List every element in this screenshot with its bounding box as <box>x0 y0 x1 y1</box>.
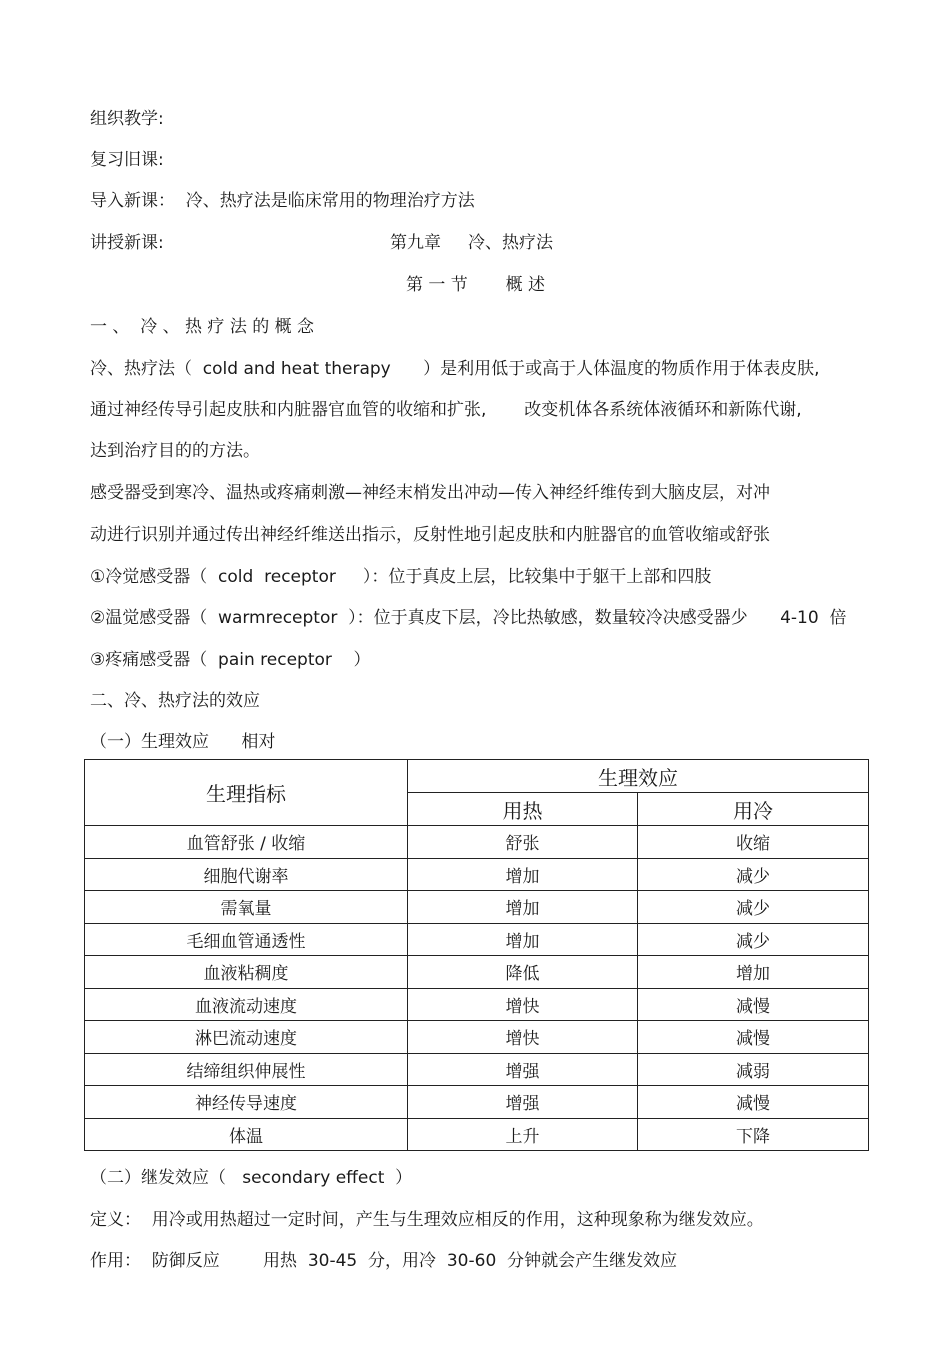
section-title: 第 一 节 概 述 <box>406 275 546 295</box>
indicator-cell: 体温 <box>85 1118 408 1151</box>
table-row <box>85 891 869 924</box>
cold-cell: 减慢 <box>638 1021 869 1054</box>
heading-effects: 二、冷、热疗法的效应 <box>90 691 260 711</box>
indicator-cell: 结缔组织伸展性 <box>85 1053 408 1086</box>
subheading-secondary: （二）继发效应（ secondary effect ） <box>90 1168 413 1188</box>
table-row <box>85 923 869 956</box>
receptor-item: ①冷觉感受器（ cold receptor ）：位于真皮上层，比较集中于躯干上部和四肢 <box>90 567 712 587</box>
table-row <box>85 1118 869 1151</box>
function-line: 作用： 防御反应 用热 30-45 分，用冷 30-60 分钟就会产生继发效应 <box>90 1251 678 1271</box>
receptor-item: ③疼痛感受器（ pain receptor ） <box>90 650 371 670</box>
heat-cell: 增加 <box>408 923 638 956</box>
indicator-cell: 细胞代谢率 <box>85 858 408 891</box>
table-row <box>85 1021 869 1054</box>
heat-cell: 上升 <box>408 1118 638 1151</box>
cold-cell: 收缩 <box>638 826 869 859</box>
paragraph-line: 达到治疗目的的方法。 <box>90 441 260 461</box>
header-heat: 用热 <box>408 793 638 826</box>
heading-concept: 一 、 冷 、 热 疗 法 的 概 念 <box>90 317 315 337</box>
table-row <box>85 1053 869 1086</box>
lecture-label: 讲授新课: <box>90 233 164 253</box>
indicator-cell: 毛细血管通透性 <box>85 923 408 956</box>
table-row <box>85 988 869 1021</box>
paragraph-line: 感受器受到寒冷、温热或疼痛刺激—神经末梢发出冲动—传入神经纤维传到大脑皮层，对冲 <box>90 483 770 503</box>
header-cold: 用冷 <box>638 793 869 826</box>
table-row <box>85 1086 869 1119</box>
subheading-physiological: （一）生理效应 相对 <box>90 732 276 752</box>
indicator-cell: 神经传导速度 <box>85 1086 408 1119</box>
teaching-organization-label: 组织教学: <box>90 109 164 129</box>
review-label: 复习旧课: <box>90 150 164 170</box>
paragraph-line: 通过神经传导引起皮肤和内脏器官血管的收缩和扩张, 改变机体各系统体液循环和新陈代谢, <box>90 400 802 420</box>
effects-table <box>84 759 869 1151</box>
table-row <box>85 956 869 989</box>
cold-cell: 减慢 <box>638 1086 869 1119</box>
heat-cell: 增快 <box>408 988 638 1021</box>
indicator-cell: 血液粘稠度 <box>85 956 408 989</box>
indicator-cell: 血液流动速度 <box>85 988 408 1021</box>
heat-cell: 降低 <box>408 956 638 989</box>
header-indicator: 生理指标 <box>85 760 408 826</box>
heat-cell: 舒张 <box>408 826 638 859</box>
cold-cell: 下降 <box>638 1118 869 1151</box>
definition-line: 定义： 用冷或用热超过一定时间，产生与生理效应相反的作用，这种现象称为继发效应。 <box>90 1210 764 1230</box>
heat-cell: 增加 <box>408 891 638 924</box>
table-row <box>85 826 869 859</box>
header-effect: 生理效应 <box>408 760 869 793</box>
indicator-cell: 需氧量 <box>85 891 408 924</box>
paragraph-line: 动进行识别并通过传出神经纤维送出指示，反射性地引起皮肤和内脏器官的血管收缩或舒张 <box>90 525 770 545</box>
paragraph-line: 冷、热疗法（ cold and heat therapy ）是利用低于或高于人体温度的物质作用于体表皮肤, <box>90 359 820 379</box>
heat-cell: 增强 <box>408 1086 638 1119</box>
cold-cell: 减弱 <box>638 1053 869 1086</box>
receptor-item: ②温觉感受器（ warmreceptor ）：位于真皮下层，冷比热敏感，数量较冷决感受器少 4-10 倍 <box>90 608 847 628</box>
cold-cell: 减少 <box>638 923 869 956</box>
cold-cell: 增加 <box>638 956 869 989</box>
heat-cell: 增加 <box>408 858 638 891</box>
cold-cell: 减少 <box>638 858 869 891</box>
indicator-cell: 血管舒张 / 收缩 <box>85 826 408 859</box>
intro-line: 导入新课： 冷、热疗法是临床常用的物理治疗方法 <box>90 191 475 211</box>
indicator-cell: 淋巴流动速度 <box>85 1021 408 1054</box>
cold-cell: 减慢 <box>638 988 869 1021</box>
heat-cell: 增强 <box>408 1053 638 1086</box>
table-row <box>85 858 869 891</box>
cold-cell: 减少 <box>638 891 869 924</box>
heat-cell: 增快 <box>408 1021 638 1054</box>
chapter-title: 第九章 冷、热疗法 <box>390 233 554 253</box>
